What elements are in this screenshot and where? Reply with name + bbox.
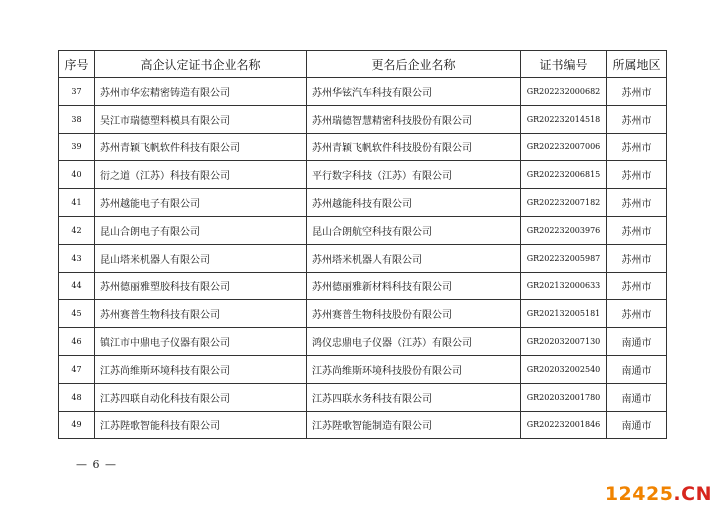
- table-row: [59, 272, 667, 300]
- table-row: [59, 355, 667, 383]
- site-watermark-logo: [605, 483, 712, 505]
- cell-certificate-number: GR202232000682: [521, 78, 607, 106]
- cell-original-company-name: 苏州青颖飞帆软件科技有限公司: [95, 133, 307, 161]
- table-body: [59, 78, 667, 439]
- watermark-digits: 12425: [604, 483, 674, 505]
- cell-renamed-company-name: 苏州越能科技有限公司: [307, 189, 521, 217]
- cell-serial-number: 44: [59, 272, 95, 300]
- cell-original-company-name: 苏州德丽雅塑胶科技有限公司: [95, 272, 307, 300]
- table-row: [59, 300, 667, 328]
- watermark-suffix: .CN: [673, 483, 712, 505]
- header-certificate-number: 证书编号: [521, 51, 607, 78]
- cell-region: 苏州市: [607, 189, 667, 217]
- cell-certificate-number: GR202032001780: [521, 383, 607, 411]
- cell-region: 苏州市: [607, 272, 667, 300]
- cell-certificate-number: GR202232005987: [521, 244, 607, 272]
- cell-region: 苏州市: [607, 78, 667, 106]
- cell-certificate-number: GR202232007006: [521, 133, 607, 161]
- cell-serial-number: 43: [59, 244, 95, 272]
- cell-region: 南通市: [607, 355, 667, 383]
- table-row: [59, 383, 667, 411]
- cell-certificate-number: GR202232014518: [521, 105, 607, 133]
- company-rename-table: [58, 50, 667, 439]
- page-number: — 6 —: [76, 458, 117, 471]
- cell-certificate-number: GR202232006815: [521, 161, 607, 189]
- table-row: [59, 216, 667, 244]
- cell-original-company-name: 衍之道（江苏）科技有限公司: [95, 161, 307, 189]
- cell-original-company-name: 吴江市瑞德塑料模具有限公司: [95, 105, 307, 133]
- cell-renamed-company-name: 江苏四联水务科技有限公司: [307, 383, 521, 411]
- table-row: [59, 78, 667, 106]
- cell-original-company-name: 苏州越能电子有限公司: [95, 189, 307, 217]
- cell-renamed-company-name: 苏州瑞德智慧精密科技股份有限公司: [307, 105, 521, 133]
- table-row: [59, 411, 667, 439]
- cell-region: 苏州市: [607, 133, 667, 161]
- table-row: [59, 105, 667, 133]
- cell-original-company-name: 江苏四联自动化科技有限公司: [95, 383, 307, 411]
- cell-original-company-name: 镇江市中鼎电子仪器有限公司: [95, 328, 307, 356]
- cell-renamed-company-name: 鸿仪忠鼎电子仪器（江苏）有限公司: [307, 328, 521, 356]
- table-row: [59, 244, 667, 272]
- cell-serial-number: 47: [59, 355, 95, 383]
- cell-region: 苏州市: [607, 216, 667, 244]
- header-serial-number: 序号: [59, 51, 95, 78]
- cell-renamed-company-name: 苏州华铉汽车科技有限公司: [307, 78, 521, 106]
- cell-renamed-company-name: 苏州青颖飞帆软件科技股份有限公司: [307, 133, 521, 161]
- cell-original-company-name: 江苏尚维斯环境科技有限公司: [95, 355, 307, 383]
- cell-region: 南通市: [607, 411, 667, 439]
- cell-renamed-company-name: 昆山合朗航空科技有限公司: [307, 216, 521, 244]
- cell-renamed-company-name: 苏州赛普生物科技股份有限公司: [307, 300, 521, 328]
- cell-certificate-number: GR202132000633: [521, 272, 607, 300]
- cell-serial-number: 39: [59, 133, 95, 161]
- cell-region: 南通市: [607, 328, 667, 356]
- cell-serial-number: 42: [59, 216, 95, 244]
- cell-original-company-name: 昆山塔米机器人有限公司: [95, 244, 307, 272]
- cell-region: 苏州市: [607, 300, 667, 328]
- cell-serial-number: 38: [59, 105, 95, 133]
- cell-renamed-company-name: 江苏陛歌智能制造有限公司: [307, 411, 521, 439]
- table-header-row: [59, 51, 667, 78]
- cell-serial-number: 49: [59, 411, 95, 439]
- cell-certificate-number: GR202232001846: [521, 411, 607, 439]
- cell-original-company-name: 苏州市华宏精密铸造有限公司: [95, 78, 307, 106]
- table-row: [59, 189, 667, 217]
- cell-serial-number: 48: [59, 383, 95, 411]
- cell-certificate-number: GR202132005181: [521, 300, 607, 328]
- cell-original-company-name: 昆山合朗电子有限公司: [95, 216, 307, 244]
- header-renamed-company-name: 更名后企业名称: [307, 51, 521, 78]
- cell-renamed-company-name: 平行数字科技（江苏）有限公司: [307, 161, 521, 189]
- cell-certificate-number: GR202232003976: [521, 216, 607, 244]
- table-row: [59, 133, 667, 161]
- cell-certificate-number: GR202232007182: [521, 189, 607, 217]
- cell-renamed-company-name: 苏州德丽雅新材料科技有限公司: [307, 272, 521, 300]
- cell-renamed-company-name: 苏州塔米机器人有限公司: [307, 244, 521, 272]
- cell-certificate-number: GR202032002540: [521, 355, 607, 383]
- cell-original-company-name: 江苏陛歌智能科技有限公司: [95, 411, 307, 439]
- cell-region: 苏州市: [607, 105, 667, 133]
- cell-region: 南通市: [607, 383, 667, 411]
- header-original-company-name: 高企认定证书企业名称: [95, 51, 307, 78]
- cell-serial-number: 45: [59, 300, 95, 328]
- cell-original-company-name: 苏州赛普生物科技有限公司: [95, 300, 307, 328]
- table-row: [59, 328, 667, 356]
- header-region: 所属地区: [607, 51, 667, 78]
- table-row: [59, 161, 667, 189]
- cell-serial-number: 37: [59, 78, 95, 106]
- cell-region: 苏州市: [607, 161, 667, 189]
- cell-serial-number: 41: [59, 189, 95, 217]
- cell-renamed-company-name: 江苏尚维斯环境科技股份有限公司: [307, 355, 521, 383]
- cell-region: 苏州市: [607, 244, 667, 272]
- cell-certificate-number: GR202032007130: [521, 328, 607, 356]
- cell-serial-number: 46: [59, 328, 95, 356]
- cell-serial-number: 40: [59, 161, 95, 189]
